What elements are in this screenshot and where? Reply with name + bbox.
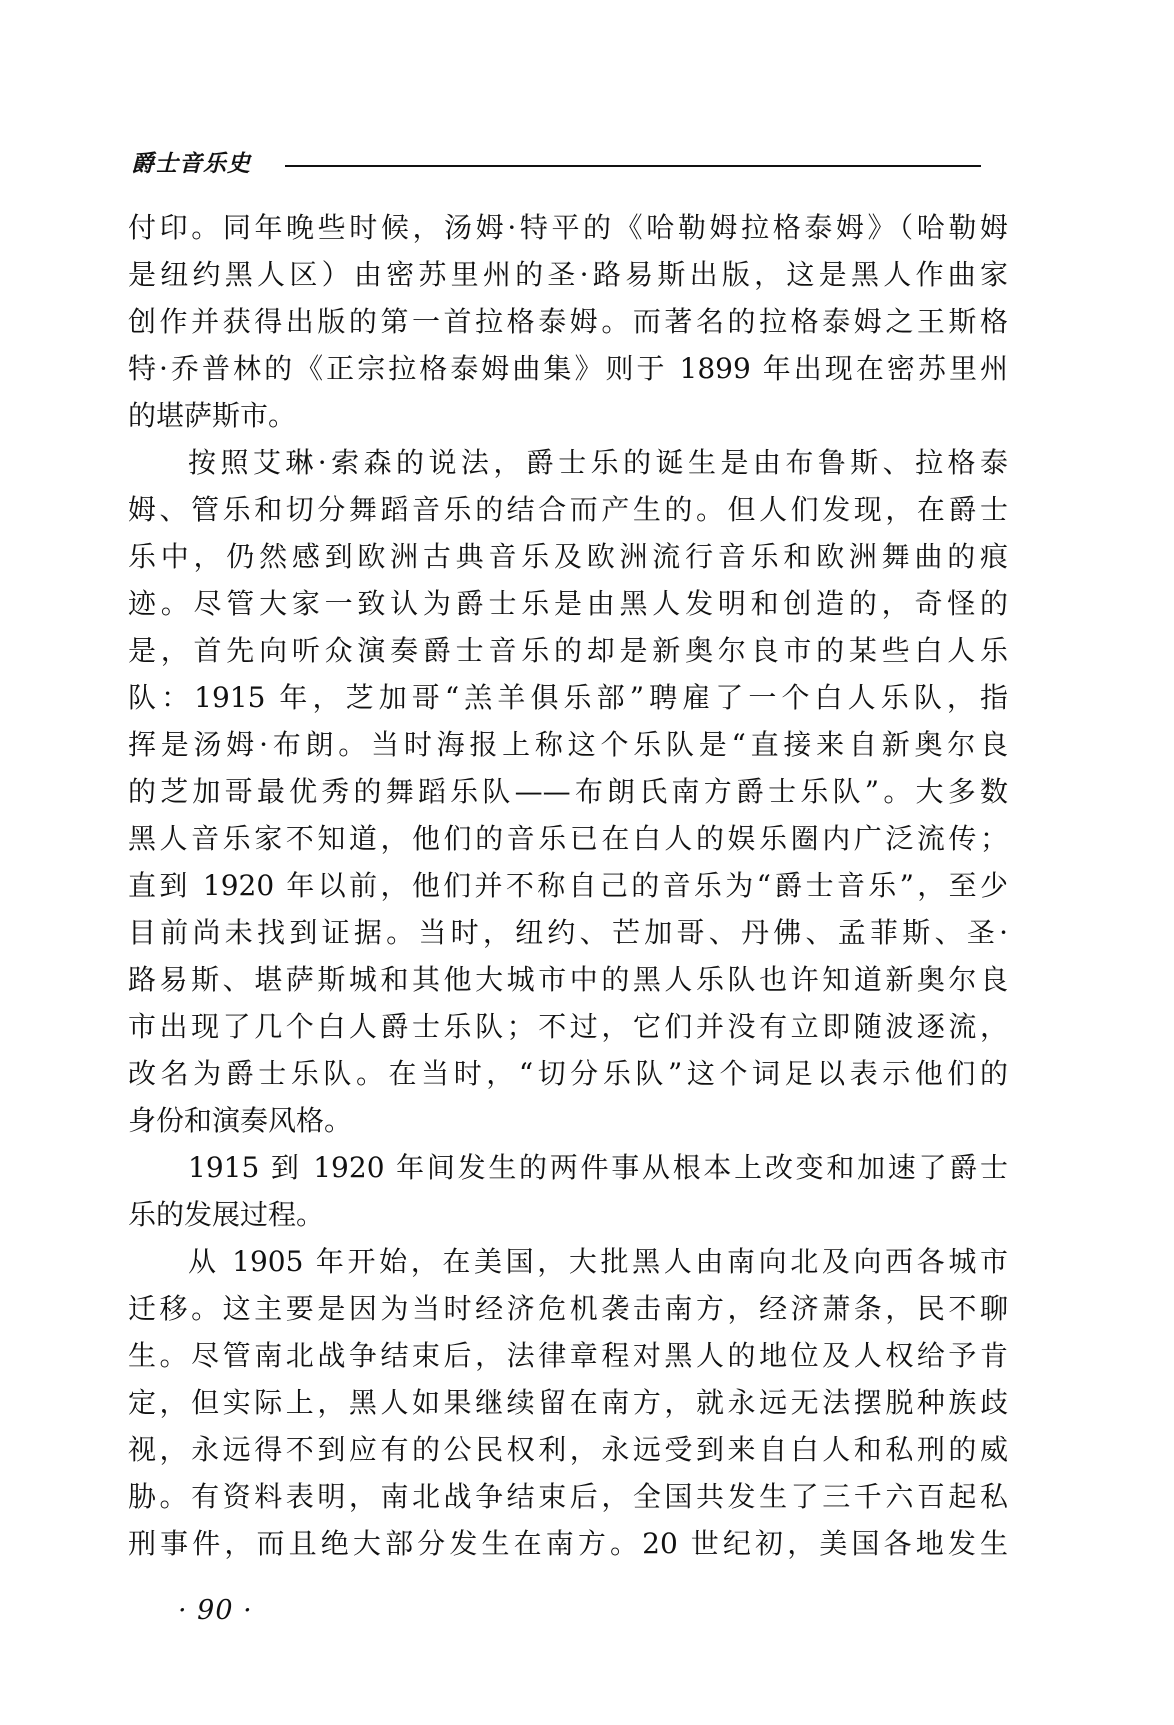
text-line: 目前尚未找到证据。当时，纽约、芒加哥、丹佛、孟菲斯、圣· xyxy=(128,916,1008,949)
text-line: 的堪萨斯市。 xyxy=(128,399,297,432)
text-line: 队：1915 年，芝加哥“羔羊俱乐部”聘雇了一个白人乐队，指 xyxy=(128,681,1008,714)
text-line: 胁。有资料表明，南北战争结束后，全国共发生了三千六百起私 xyxy=(128,1480,1008,1513)
text-line: 乐中，仍然感到欧洲古典音乐及欧洲流行音乐和欧洲舞曲的痕 xyxy=(128,540,1008,573)
text-line: 刑事件，而且绝大部分发生在南方。20 世纪初，美国各地发生 xyxy=(128,1527,1008,1560)
text-line: 身份和演奏风格。 xyxy=(128,1104,353,1137)
page-number: · 90 · xyxy=(178,1595,253,1626)
text-line: 的芝加哥最优秀的舞蹈乐队——布朗氏南方爵士乐队”。大多数 xyxy=(128,775,1008,808)
text-line: 付印。同年晚些时候，汤姆·特平的《哈勒姆拉格泰姆》（哈勒姆 xyxy=(128,211,1008,244)
text-line: 特·乔普林的《正宗拉格泰姆曲集》则于 1899 年出现在密苏里州 xyxy=(128,352,1008,385)
text-line: 视，永远得不到应有的公民权利，永远受到来自白人和私刑的威 xyxy=(128,1433,1008,1466)
body-text xyxy=(128,204,1008,1567)
running-header xyxy=(131,150,981,180)
text-line: 直到 1920 年以前，他们并不称自己的音乐为“爵士音乐”，至少 xyxy=(128,869,1008,902)
text-line: 从 1905 年开始，在美国，大批黑人由南向北及向西各城市 xyxy=(188,1245,1008,1278)
text-line: 改名为爵士乐队。在当时，“切分乐队”这个词足以表示他们的 xyxy=(128,1057,1008,1090)
running-header-title: 爵士音乐史 xyxy=(131,150,251,177)
text-line: 挥是汤姆·布朗。当时海报上称这个乐队是“直接来自新奥尔良 xyxy=(128,728,1008,761)
text-line: 1915 到 1920 年间发生的两件事从根本上改变和加速了爵士 xyxy=(188,1151,1008,1184)
text-line: 迁移。这主要是因为当时经济危机袭击南方，经济萧条，民不聊 xyxy=(128,1292,1008,1325)
text-line: 定，但实际上，黑人如果继续留在南方，就永远无法摆脱种族歧 xyxy=(128,1386,1008,1419)
text-line: 市出现了几个白人爵士乐队；不过，它们并没有立即随波逐流， xyxy=(128,1010,1008,1043)
text-line: 黑人音乐家不知道，他们的音乐已在白人的娱乐圈内广泛流传； xyxy=(128,822,1008,855)
text-line: 乐的发展过程。 xyxy=(128,1198,325,1231)
text-line: 姆、管乐和切分舞蹈音乐的结合而产生的。但人们发现，在爵士 xyxy=(128,493,1008,526)
text-line: 按照艾琳·索森的说法，爵士乐的诞生是由布鲁斯、拉格泰 xyxy=(188,446,1008,479)
text-line: 路易斯、堪萨斯城和其他大城市中的黑人乐队也许知道新奥尔良 xyxy=(128,963,1008,996)
text-line: 是，首先向听众演奏爵士音乐的却是新奥尔良市的某些白人乐 xyxy=(128,634,1008,667)
text-line: 是纽约黑人区）由密苏里州的圣·路易斯出版，这是黑人作曲家 xyxy=(128,258,1008,291)
header-rule xyxy=(285,165,981,167)
text-line: 迹。尽管大家一致认为爵士乐是由黑人发明和创造的，奇怪的 xyxy=(128,587,1008,620)
text-line: 创作并获得出版的第一首拉格泰姆。而著名的拉格泰姆之王斯格 xyxy=(128,305,1008,338)
text-line: 生。尽管南北战争结束后，法律章程对黑人的地位及人权给予肯 xyxy=(128,1339,1008,1372)
